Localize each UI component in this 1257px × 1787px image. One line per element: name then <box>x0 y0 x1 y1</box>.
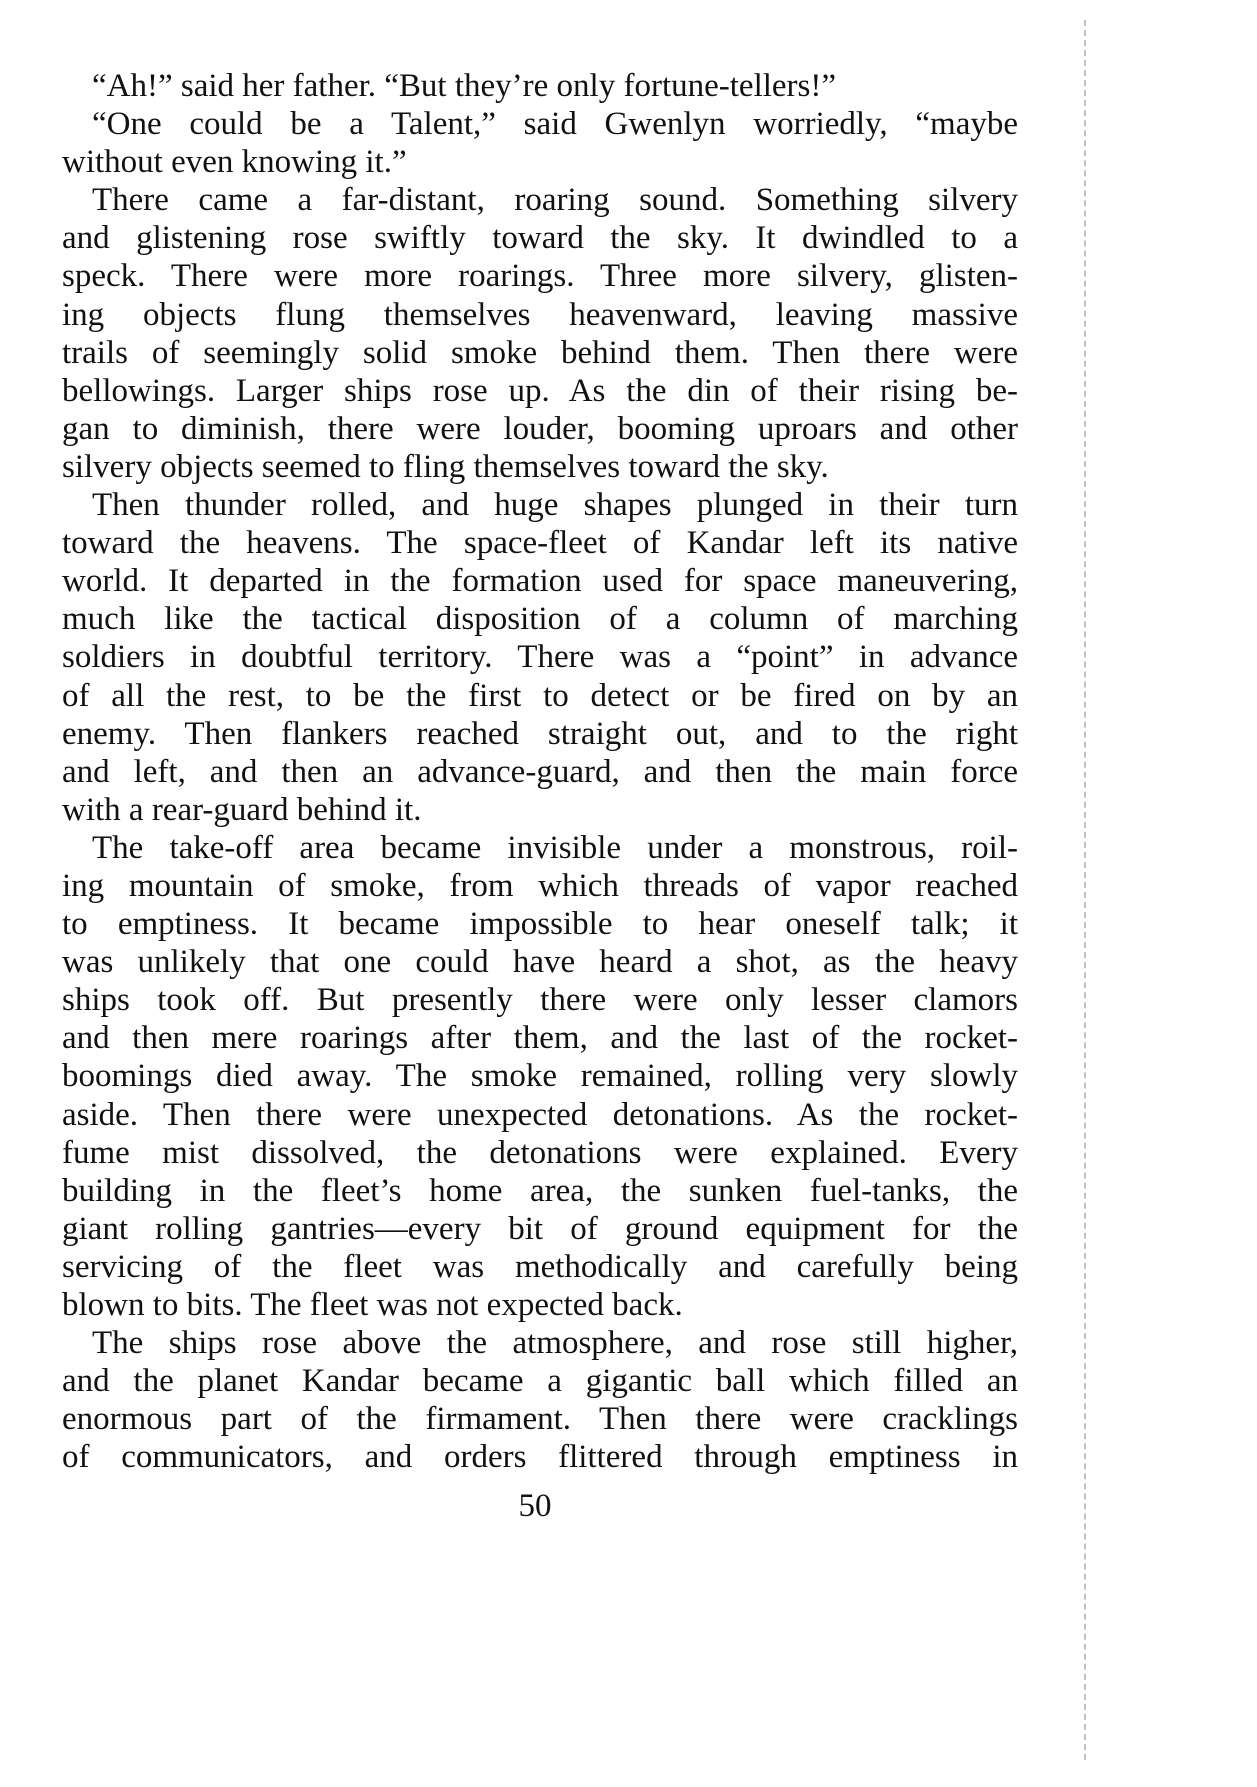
text-line: was unlikely that one could have heard a shot, as the heavy <box>62 944 1018 981</box>
text-line: bellowings. Larger ships rose up. As the din of their rising be- <box>62 372 1018 409</box>
text-line: toward the heavens. The space-fleet of Kandar left its native <box>62 525 1018 562</box>
paragraph <box>62 67 1018 105</box>
text-line: enormous part of the firmament. Then there were cracklings <box>62 1401 1018 1438</box>
text-line: with a rear-guard behind it. <box>62 791 422 828</box>
text-line: and left, and then an advance-guard, and then the main force <box>62 753 1018 790</box>
text-line: giant rolling gantries—every bit of ground equipment for the <box>62 1210 1018 1247</box>
paragraph <box>62 105 1018 181</box>
text-line: of communicators, and orders flittered through emptiness in <box>62 1439 1018 1476</box>
text-line: and glistening rose swiftly toward the sky. It dwindled to a <box>62 220 1018 257</box>
text-line: to emptiness. It became impossible to hear oneself talk; it <box>62 906 1018 943</box>
paragraph <box>62 486 1018 829</box>
paragraph <box>62 1324 1018 1476</box>
paragraph <box>62 181 1018 486</box>
text-line: speck. There were more roarings. Three more silvery, glisten- <box>62 258 1018 295</box>
text-line: The take-off area became invisible under a monstrous, roil- <box>92 829 1018 866</box>
text-line: and the planet Kandar became a gigantic ball which filled an <box>62 1363 1018 1400</box>
text-line: and then mere roarings after them, and the last of the rocket- <box>62 1020 1018 1057</box>
text-line: Then thunder rolled, and huge shapes plunged in their turn <box>92 487 1018 524</box>
text-line: There came a far-distant, roaring sound. Something silvery <box>92 182 1018 219</box>
text-line: of all the rest, to be the first to detect or be fired on by an <box>62 677 1018 714</box>
text-line: building in the fleet’s home area, the sunken fuel-tanks, the <box>62 1172 1018 1209</box>
text-line: gan to diminish, there were louder, booming uproars and other <box>62 410 1018 447</box>
paragraph <box>62 829 1018 1324</box>
text-line: The ships rose above the atmosphere, and rose still higher, <box>92 1325 1018 1362</box>
text-line: “Ah!” said her father. “But they’re only fortune-tellers!” <box>92 68 837 104</box>
text-line: ships took off. But presently there were only lesser clamors <box>62 982 1018 1019</box>
text-line: fume mist dissolved, the detonations were explained. Every <box>62 1134 1018 1171</box>
text-line: aside. Then there were unexpected detonations. As the rocket- <box>62 1096 1018 1133</box>
text-line: without even knowing it.” <box>62 144 407 181</box>
text-line: boomings died away. The smoke remained, rolling very slowly <box>62 1058 1018 1095</box>
page-number: 50 <box>518 1488 552 1524</box>
text-line: silvery objects seemed to fling themselves toward the sky. <box>62 448 829 485</box>
text-line: soldiers in doubtful territory. There was a “point” in advance <box>62 639 1018 676</box>
text-line: servicing of the fleet was methodically and carefully being <box>62 1248 1018 1285</box>
text-line: trails of seemingly solid smoke behind them. Then there were <box>62 334 1018 371</box>
text-line: blown to bits. The fleet was not expected back. <box>62 1287 683 1323</box>
text-line: ing mountain of smoke, from which threads of vapor reached <box>62 867 1018 904</box>
text-line: enemy. Then flankers reached straight out, and to the right <box>62 715 1018 752</box>
scan-edge-artifact <box>1084 20 1086 1760</box>
text-line: much like the tactical disposition of a column of marching <box>62 601 1018 638</box>
text-line: world. It departed in the formation used for space maneuvering, <box>62 563 1018 600</box>
text-line: “One could be a Talent,” said Gwenlyn worriedly, “maybe <box>92 106 1018 143</box>
body-text <box>62 67 1018 1476</box>
text-line: ing objects flung themselves heavenward, leaving massive <box>62 296 1018 333</box>
